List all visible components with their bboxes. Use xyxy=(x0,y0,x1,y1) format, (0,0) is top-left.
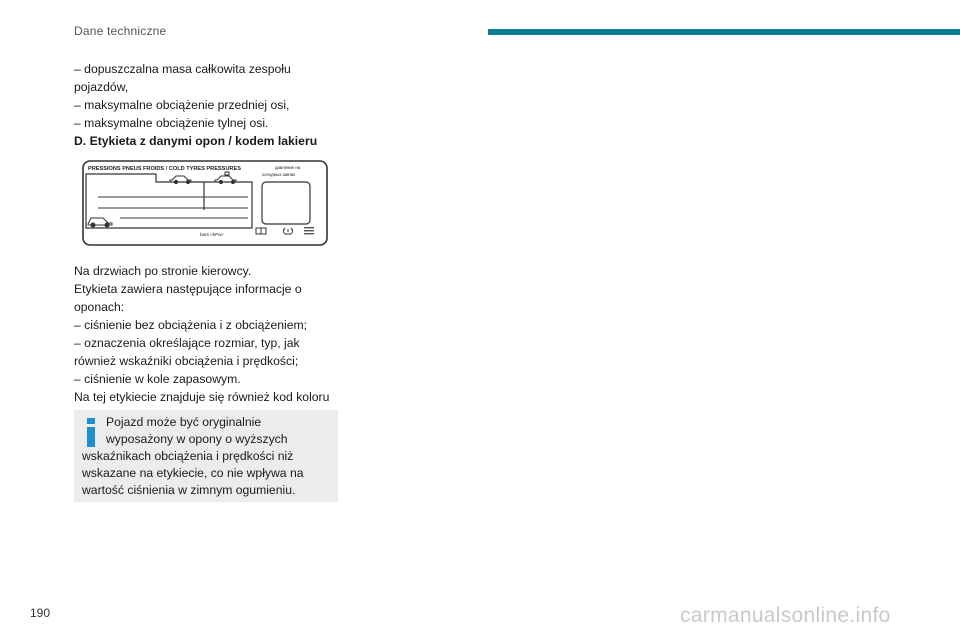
body-line: – oznaczenia określające rozmiar, typ, jak xyxy=(74,336,300,350)
body-text xyxy=(74,262,342,424)
header-accent-bar xyxy=(488,29,960,35)
section-heading: D. Etykieta z danymi opon / kodem lakieru xyxy=(74,134,318,148)
info-line: wskaźnikach obciążenia i prędkości niż xyxy=(82,449,294,463)
intro-line: pojazdów, xyxy=(74,80,129,94)
body-line: – ciśnienie w kole zapasowym. xyxy=(74,372,241,386)
intro-line: – maksymalne obciążenie tylnej osi. xyxy=(74,116,269,130)
body-line: – ciśnienie bez obciążenia i z obciążeniem; xyxy=(74,318,308,332)
tyre-label-drawing xyxy=(82,160,328,246)
intro-line: – dopuszczalna masa całkowita zespołu xyxy=(74,62,291,76)
info-line: Pojazd może być oryginalnie xyxy=(106,415,262,429)
label-title: PRESSIONS PNEUS FROIDS / COLD TYRES PRESSURES xyxy=(88,166,241,172)
section-title: Dane techniczne xyxy=(74,24,167,38)
body-line: Na drzwiach po stronie kierowcy. xyxy=(74,264,252,278)
info-note-text xyxy=(82,414,332,499)
info-line: wartość ciśnienia w zimnym ogumieniu. xyxy=(82,483,296,497)
body-line: Na tej etykiecie znajduje się również kod koloru xyxy=(74,390,330,404)
label-ru-line1: давление на xyxy=(275,165,301,170)
info-note-box xyxy=(74,410,338,502)
svg-text:холодных шинах xyxy=(262,172,296,177)
label-ru-line2: холодных шинах xyxy=(262,172,296,177)
info-line: wskazane na etykiecie, co nie wpływa na xyxy=(82,466,304,480)
page-number: 190 xyxy=(30,606,51,620)
svg-text:давление на xyxy=(275,165,301,170)
intro-line: – maksymalne obciążenie przedniej osi, xyxy=(74,98,290,112)
intro-text xyxy=(74,60,342,150)
body-line: oponach: xyxy=(74,300,125,314)
paint-code-glyphs xyxy=(304,227,314,234)
watermark: carmanualsonline.info xyxy=(680,604,891,627)
label-units: bars <kPa> xyxy=(200,232,224,237)
tyre-label-illustration xyxy=(82,160,328,246)
info-line: wyposażony w opony o wyższych xyxy=(106,432,288,446)
body-line: również wskaźniki obciążenia i prędkości; xyxy=(74,354,299,368)
body-line: Etykieta zawiera następujące informacje o xyxy=(74,282,302,296)
